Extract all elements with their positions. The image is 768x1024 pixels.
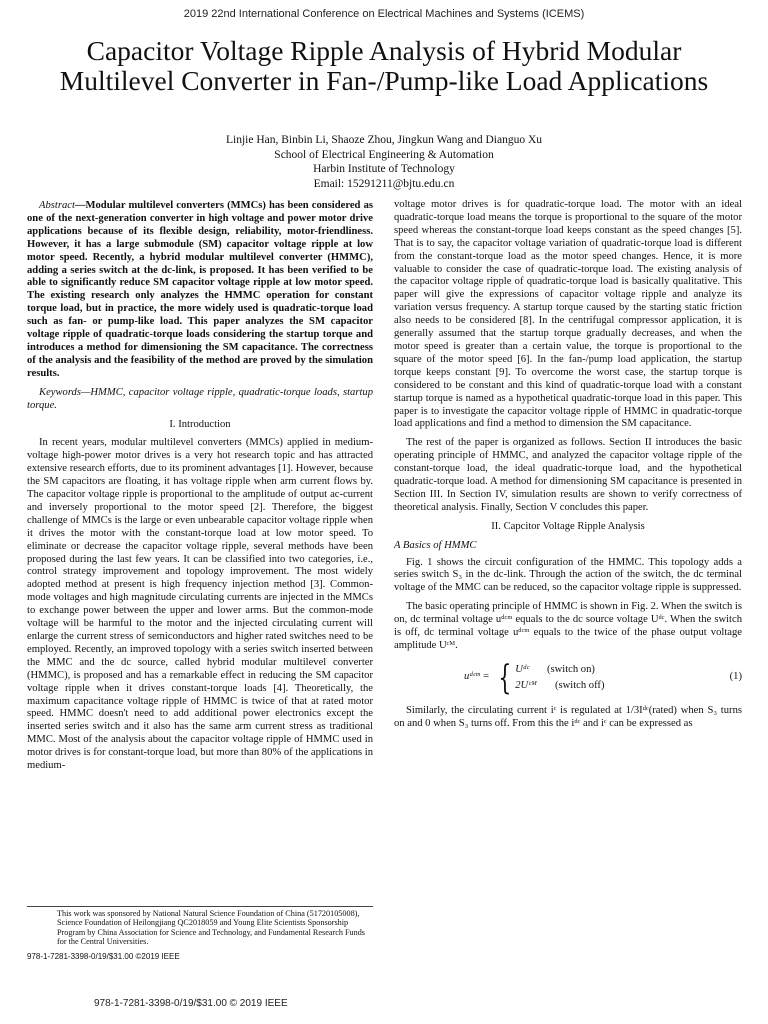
- equation-case-2: 2Uᶜᴹ: [515, 679, 537, 691]
- equation-case-1-condition: (switch on): [546, 663, 595, 675]
- intro-continuation-paragraph: voltage motor drives is for quadratic-torque load. The motor with an ideal quadratic-torque load means the torque is proportional to the square of the motor speed whereas the constant-torque load keeps constant as the speed changes [5]. That is to say, the capacitor voltage variation of quadratic-torque load is different from the constant-torque load as the motor speed changes. Hence, it is more valuable to consider the case of quadratic-torque load. The existing analysis of the capacitor voltage ripple of quadratic-torque load is basically qualitative. This paper will give the expressions of capacitor voltage ripple and analyze its variation versus frequency. A startup torque caused by the starting static friction also needs to be considered [8]. In the centrifugal compressor application, it is generally assumed that the startup torque gradually decreases, and when the motor speed is greater than a certain value, the torque is proportional to the square of the motor speed [6]. In the fan-/pump load application, the startup torque keeps constant [9]. To overcome the worst case, the startup torque is considered to be constant and this kind of quadratic-torque load with a constant startup torque is named as a hypothetical quadratic-torque load in this paper. This paper is to investigate the capacitor voltage ripple of HMMC in quadratic-torque load applications and find a method to dimension the SM capacitance.: [394, 199, 742, 430]
- equation-case-1: Uᵈᶜ: [515, 663, 529, 675]
- abstract-body: —Modular multilevel converters (MMCs) has been considered as one of the next-generation converter in high voltage and power motor drive applications because of its flexible design, reliability, motor-friendliness. However, it has a large submodule (SM) capacitor voltage ripple at low motor speed. Recently, a hybrid modular multilevel converter (HMMC), adding a series switch at the dc-link, is proposed. It has been verified to be able to significantly reduce SM capacitor voltage ripple at low motor speed. The existing research only analyzes the HMMC operation for constant torque load, but in practice, the more widely used is quadratic-torque load such as fan- or pump-like load. This paper analyzes the SM capacitor voltage ripple of quadratic-torque loads considering the startup torque and introduces a method for dimensioning the SM capacitance. The correctness of the analysis and the feasibility of the method are proved by the simulation results.: [27, 200, 373, 379]
- funding-footnote: This work was sponsored by National Natural Science Foundation of China (51720105008), Science Foundation of Heilongjiang QC2018059 and Young Elite Scientists Sponsorship Program by China Association for Science and Technology, and Fundamental Research Funds for the Central Universities.: [57, 909, 365, 946]
- subsection-a-heading: A Basics of HMMC: [394, 539, 477, 551]
- equation-brace: {: [497, 657, 511, 698]
- equation-case-2-condition: (switch off): [554, 679, 605, 691]
- introduction-paragraph: In recent years, modular multilevel converters (MMCs) applied in medium-voltage high-power motor drives is a very hot research topic and has attracted extensive research efforts, due to its prominent advantages [1]. However, because the SM capacitors are floating, it has voltage ripple when arm current flows by. The capacitor voltage ripple is proportional to the amplitude of output ac-current and inversely proportional to the motor speed [2]. Therefore, the biggest challenge of MMCs is the large or even unbearable capacitor voltage ripple when it drives the motor with the constant-torque load at low motor speed. To eliminate or decrease the capacitor voltage ripple, several methods have been proposed during the last few years. It can be classified into two categories, i.e., control strategy improvement and topology improvement. The most widely adopted method at present is high frequency injection method [3]. Common-mode voltages and high magnitude circulating currents are injected in the MMCs to exchange power between the upper and lower arms. But the common-mode voltage will be harmful to the motor and the injected circulating current will enlarge the current stress of semiconductors and higher rated switches need to be employed. Recently, an improved topology with a series switch inserted between the MMC and the dc source, called hybrid modular multilevel converter (HMMC), is proposed and has a remarkable effect in reducing the SM capacitor voltage ripple when it drives constant-torque loads [4]. Theoretically, the maximum capacitance voltage ripple of HMMC is twice of that at rated motor speed. HMMC doesn't need to add additional power electronics except the inserted series switch and it also has the same arm current stress as traditional MMC. Most of the analysis about the capacitor voltage ripple of HMMC used in motor drives is for constant-torque load, but more than 80% of the applications in medium-: [27, 437, 373, 772]
- affiliation-institute: Harbin Institute of Technology: [313, 163, 455, 175]
- keywords: Keywords—HMMC, capacitor voltage ripple, quadratic-torque loads, startup torque.: [27, 386, 373, 411]
- abstract: [27, 200, 373, 381]
- abstract-label: Abstract: [39, 200, 75, 211]
- basics-paragraph-2: The basic operating principle of HMMC is shown in Fig. 2. When the switch is on, dc terminal voltage uᵈᶜᵐ equals to the dc source voltage Uᵈᶜ. When the switch is off, dc terminal voltage uᵈᶜᵐ equals to the twice of the phase output voltage amplitude Uᶜᴹ.: [394, 601, 742, 651]
- right-column: [394, 199, 742, 737]
- equation-number: (1): [729, 671, 742, 683]
- equation-1: [394, 659, 742, 697]
- equation-lhs: uᵈᶜᵐ =: [464, 671, 490, 683]
- organization-paragraph: The rest of the paper is organized as follows. Section II introduces the basic operating principle of HMMC, and analyzed the capacitor voltage ripple of the constant-torque load, the ideal quadratic-torque load, and the hypothetical quadratic-torque load. A method for dimensioning SM capacitance is presented in Section III. In Section IV, simulation results are shown to verify correctness of theoretical analysis. Finally, Section V concludes this paper.: [394, 437, 742, 513]
- author-names: Linjie Han, Binbin Li, Shaoze Zhou, Jingkun Wang and Dianguo Xu: [225, 134, 543, 146]
- footnote: [27, 906, 373, 961]
- basics-paragraph-1: Fig. 1 shows the circuit configuration of the HMMC. This topology adds a series switch S₃ in the dc-link. Through the action of the switch, the dc terminal voltage of the MMC can be reduced, so the capacitor voltage ripple is suppressed.: [394, 556, 742, 594]
- similarly-paragraph: Similarly, the circulating current iᶜ is regulated at 1/3Iᵈᶜ(rated) when S₃ turns on and 0 when S₃ turns off. From this the iᵈᶜ and iᶜ can be expressed as: [394, 704, 742, 729]
- equation-cases: [515, 662, 604, 694]
- author-email: Email: 15291211@bjtu.edu.cn: [313, 177, 455, 190]
- section-2-heading: II. Capcitor Voltage Ripple Analysis: [491, 520, 645, 532]
- affiliation-school: School of Electrical Engineering & Automation: [274, 148, 494, 161]
- section-1-heading: I. Introduction: [169, 418, 231, 430]
- paper-title: Capacitor Voltage Ripple Analysis of Hybrid Modular Multilevel Converter in Fan-/Pump-like Load Applications: [59, 35, 709, 96]
- conference-header: 2019 22nd International Conference on Electrical Machines and Systems (ICEMS): [183, 8, 585, 20]
- footnote-isbn: 978-1-7281-3398-0/19/$31.00 ©2019 IEEE: [27, 952, 180, 962]
- author-block: [100, 133, 668, 191]
- left-column: [27, 200, 373, 779]
- page-footer-isbn: 978-1-7281-3398-0/19/$31.00 © 2019 IEEE: [94, 998, 288, 1009]
